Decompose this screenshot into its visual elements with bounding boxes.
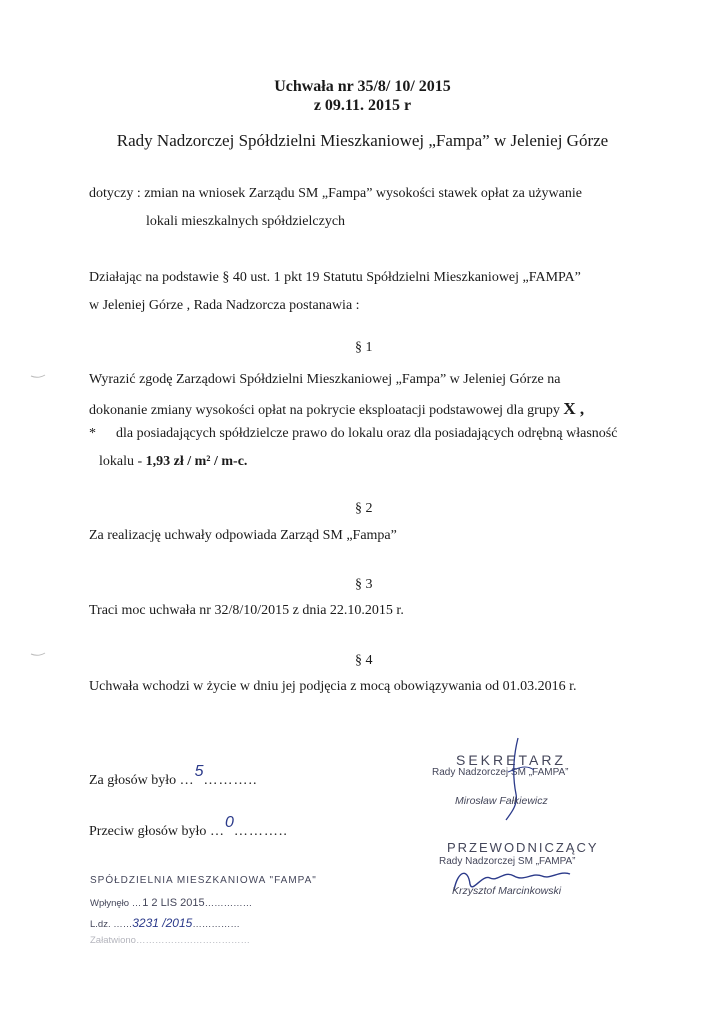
section-3-text: Traci moc uchwała nr 32/8/10/2015 z dnia 22.10.2015 r. bbox=[89, 603, 404, 618]
regarding-line-2: lokali mieszkalnych spółdzielczych bbox=[146, 214, 346, 229]
received-stamp-row-2: L.dz. ……3231 /2015…………… bbox=[90, 916, 240, 930]
basis-line-1: Działając na podstawie § 40 ust. 1 pkt 19 Statutu Spółdzielni Mieszkaniowej „FAMPA” bbox=[89, 270, 581, 285]
chairman-role: PRZEWODNICZĄCY bbox=[447, 840, 599, 855]
votes-against-label: Przeciw głosów było bbox=[89, 824, 207, 839]
resolution-title: Uchwała nr 35/8/ 10/ 2015 bbox=[274, 78, 451, 95]
secretary-org: Rady Nadzorczej SM „FAMPA” bbox=[432, 767, 569, 778]
chairman-org: Rady Nadzorczej SM „FAMPA” bbox=[439, 856, 576, 867]
secretary-role: SEKRETARZ bbox=[456, 752, 566, 768]
votes-for-dots-after: ………. bbox=[203, 773, 254, 788]
secretary-name: Mirosław Fałkiewicz bbox=[455, 795, 548, 807]
received-number-label: L.dz. bbox=[90, 919, 111, 930]
votes-against-value: 0 bbox=[224, 814, 234, 831]
resolution-date: z 09.11. 2015 r bbox=[313, 97, 412, 114]
basis-line-2: w Jeleniej Górze , Rada Nadzorcza postanawia : bbox=[89, 298, 360, 313]
section-1-group: X , bbox=[563, 399, 585, 418]
section-2-heading: § 2 bbox=[355, 501, 373, 516]
section-1-line-4 bbox=[99, 454, 247, 470]
received-stamp-row-3: Załatwiono……………………………… bbox=[90, 935, 250, 946]
votes-for-label: Za głosów było bbox=[89, 773, 177, 788]
received-third-label: Załatwiono bbox=[90, 935, 136, 946]
votes-for-dots-before: … bbox=[179, 773, 195, 788]
section-4-heading: § 4 bbox=[355, 653, 373, 668]
votes-for bbox=[89, 763, 257, 789]
section-1-bullet: * bbox=[89, 426, 96, 441]
chairman-name: Krzysztof Marcinkowski bbox=[452, 885, 562, 897]
margin-mark bbox=[30, 650, 46, 658]
votes-for-end: . bbox=[253, 773, 257, 788]
votes-against-dots-after: ………. bbox=[233, 824, 284, 839]
received-date: 1 2 LIS 2015 bbox=[142, 897, 205, 909]
section-1-heading: § 1 bbox=[355, 340, 373, 355]
votes-against-dots-before: … bbox=[209, 824, 225, 839]
section-1-line-2-text: dokonanie zmiany wysokości opłat na pokrycie eksploatacji podstawowej dla grupy bbox=[89, 403, 564, 418]
section-3-heading: § 3 bbox=[355, 577, 373, 592]
section-1-rate: 1,93 zł / m² / m-c. bbox=[145, 454, 248, 469]
received-stamp-row-1: Wpłynęło …1 2 LIS 2015…………… bbox=[90, 897, 253, 909]
section-4-text: Uchwała wchodzi w życie w dniu jej podjęcia z mocą obowiązywania od 01.03.2016 r. bbox=[89, 679, 577, 694]
received-number-value: 3231 /2015 bbox=[132, 916, 193, 930]
section-2-text: Za realizację uchwały odpowiada Zarząd SM „Fampa” bbox=[89, 528, 397, 543]
votes-against-end: . bbox=[283, 824, 287, 839]
secretary-signature bbox=[478, 734, 548, 824]
section-1-line-2 bbox=[89, 399, 584, 419]
received-stamp-org: SPÓŁDZIELNIA MIESZKANIOWA "FAMPA" bbox=[90, 875, 317, 886]
received-label: Wpłynęło bbox=[90, 898, 130, 909]
section-1-line-3: dla posiadających spółdzielcze prawo do lokalu oraz dla posiadających odrębną własność bbox=[116, 426, 618, 441]
votes-for-value: 5 bbox=[194, 763, 204, 780]
regarding-line-1: dotyczy : zmian na wniosek Zarządu SM „Fampa” wysokości stawek opłat za używanie bbox=[89, 186, 582, 201]
resolution-subtitle: Rady Nadzorczej Spółdzielni Mieszkaniowej „Fampa” w Jeleniej Górze bbox=[116, 131, 609, 150]
section-1-line-1: Wyrazić zgodę Zarządowi Spółdzielni Mieszkaniowej „Fampa” w Jeleniej Górze na bbox=[89, 372, 561, 387]
votes-against bbox=[89, 814, 287, 840]
section-1-line-4-text: lokalu - bbox=[99, 454, 146, 469]
margin-mark bbox=[30, 372, 46, 380]
